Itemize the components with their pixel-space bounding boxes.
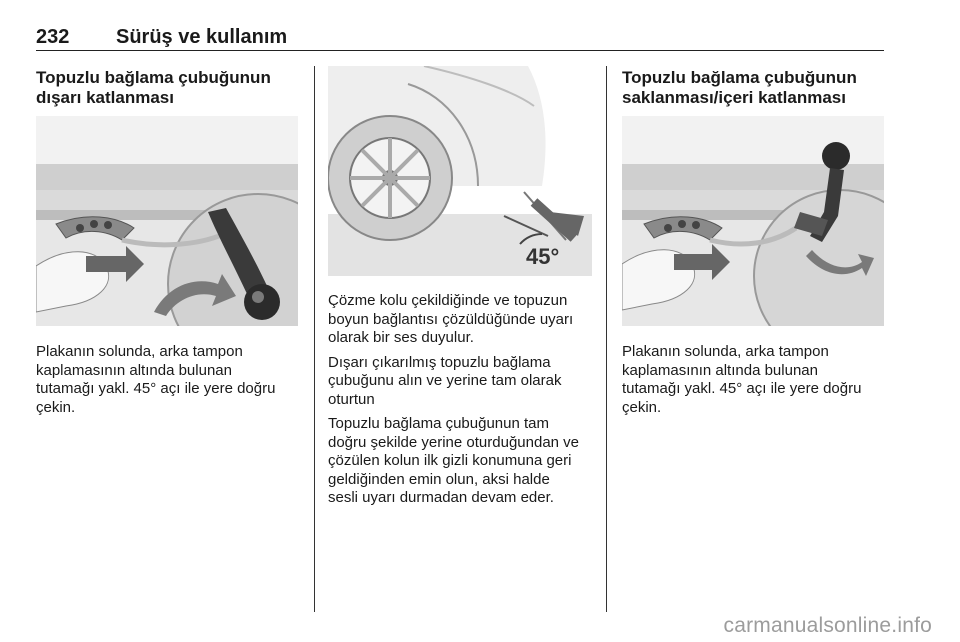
tow-bar-unfold-figure bbox=[36, 116, 298, 326]
right-text bbox=[622, 343, 888, 417]
tow-bar-fold-in-figure bbox=[622, 116, 884, 326]
text-line: kaplamasının altında bulunan bbox=[622, 361, 818, 379]
text-line: olarak bir ses duyulur. bbox=[328, 329, 474, 346]
text-line: geldiğinden emin olun, aksi halde bbox=[328, 470, 550, 488]
text-line: çözülen kolun ilk gizli konumuna geri bbox=[328, 452, 572, 469]
text-line: boyun bağlantısı çözüldüğünde uyarı bbox=[328, 310, 574, 328]
text-line: sesli uyarı durmadan devam eder. bbox=[328, 489, 554, 506]
text-line: doğru şekilde yerine oturduğundan ve bbox=[328, 433, 580, 451]
tow-bar-fold-in-illustration bbox=[622, 116, 884, 326]
text-line: Plakanın solunda, arka tampon bbox=[36, 343, 243, 360]
text-line: çekin. bbox=[622, 398, 662, 416]
heading-line: saklanması/içeri katlanması bbox=[622, 88, 846, 107]
text-line: çekin. bbox=[36, 398, 76, 416]
paragraph bbox=[328, 354, 594, 410]
paragraph bbox=[328, 292, 594, 348]
heading-line: dışarı katlanması bbox=[36, 88, 174, 107]
text-line: Çözme kolu çekildiğinde ve topuzun bbox=[328, 292, 568, 309]
page-number: 232 bbox=[36, 26, 70, 48]
heading-line: Topuzlu bağlama çubuğunun bbox=[36, 68, 271, 87]
left-text bbox=[36, 343, 304, 417]
page-header bbox=[36, 26, 884, 51]
text-line: Dışarı çıkarılmış topuzlu bağlama bbox=[328, 353, 551, 371]
heading-line: Topuzlu bağlama çubuğunun bbox=[622, 68, 857, 87]
watermark: carmanualsonline.info bbox=[723, 614, 932, 637]
right-heading bbox=[622, 68, 887, 108]
paragraph bbox=[328, 415, 594, 508]
tow-bar-release-figure bbox=[328, 66, 592, 276]
left-heading bbox=[36, 68, 301, 108]
column-divider-right bbox=[606, 66, 607, 612]
text-line: Topuzlu bağlama çubuğunun tam bbox=[328, 415, 549, 432]
text-line: tutamağı yakl. 45° açı ile yere doğru bbox=[36, 380, 276, 397]
text-line: tutamağı yakl. 45° açı ile yere doğru bbox=[622, 380, 862, 397]
text-line: Plakanın solunda, arka tampon bbox=[622, 343, 829, 360]
angle-label: 45° bbox=[526, 244, 560, 269]
tow-bar-unfold-illustration bbox=[36, 116, 298, 326]
text-line: çubuğunu alın ve yerine tam olarak bbox=[328, 372, 562, 389]
chapter-title: Sürüş ve kullanım bbox=[116, 26, 288, 48]
middle-text bbox=[328, 292, 594, 508]
text-line: oturtun bbox=[328, 390, 375, 408]
column-divider-left bbox=[314, 66, 315, 612]
text-line: kaplamasının altında bulunan bbox=[36, 361, 232, 379]
tow-bar-release-angle-illustration bbox=[328, 66, 592, 276]
